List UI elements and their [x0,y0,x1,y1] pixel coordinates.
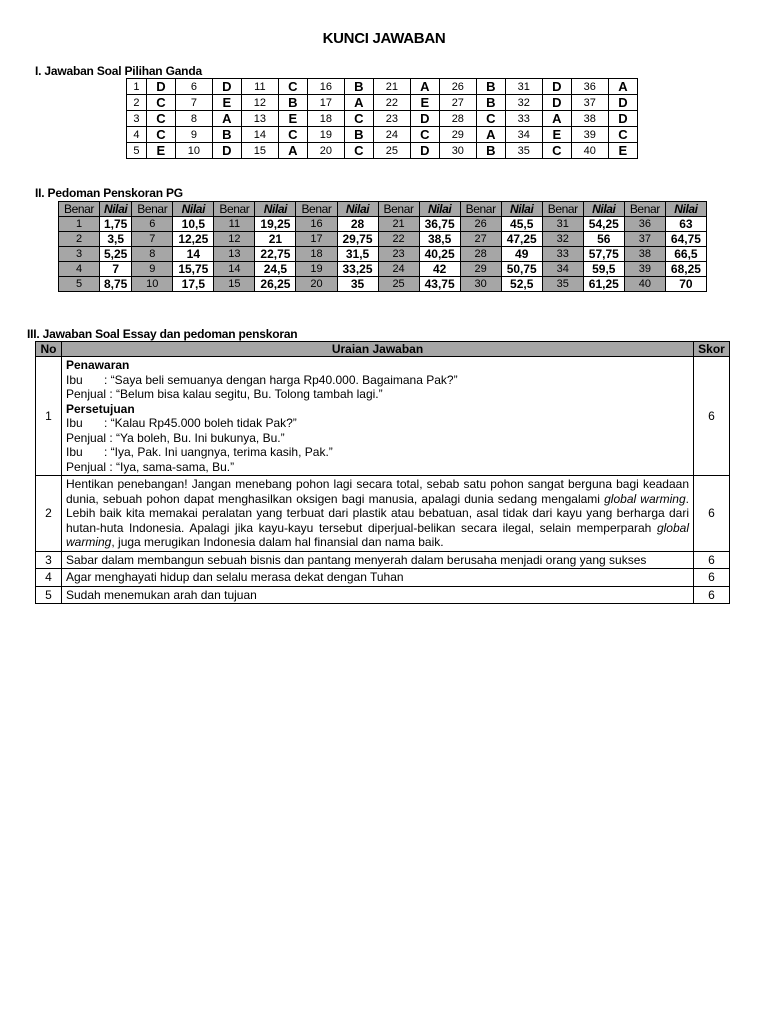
answer-letter: A [542,111,571,127]
score-value: 61,25 [583,277,624,292]
score-value: 21 [255,232,296,247]
correct-count: 27 [460,232,501,247]
answer-letter: C [608,127,637,143]
answer-letter: C [146,127,175,143]
mc-row [127,95,638,111]
question-number: 33 [505,111,542,127]
answer-letter: B [476,143,505,159]
mc-row [127,111,638,127]
answer-letter: E [212,95,241,111]
score-value: 40,25 [419,247,460,262]
score-value: 3,5 [100,232,132,247]
answer-letter: C [278,79,307,95]
question-number: 23 [373,111,410,127]
correct-count: 21 [378,217,419,232]
essay-row-score: 6 [694,586,730,604]
score-value: 12,25 [173,232,214,247]
correct-count: 17 [296,232,337,247]
question-number: 1 [127,79,147,95]
essay-row-1 [36,357,730,476]
score-value: 22,75 [255,247,296,262]
dialogue-line: Ibu : “Iya, Pak. Ini uangnya, terima kasih, Pak.” [66,445,333,459]
score-row [59,232,707,247]
nilai-header: Nilai [583,202,624,217]
nilai-header: Nilai [419,202,460,217]
dialogue-line: Ibu : “Kalau Rp45.000 boleh tidak Pak?” [66,416,297,430]
correct-count: 1 [59,217,100,232]
answer-letter: E [410,95,439,111]
score-value: 66,5 [665,247,706,262]
score-value: 31,5 [337,247,378,262]
question-number: 21 [373,79,410,95]
section-3-heading: III. Jawaban Soal Essay dan pedoman penskoran [27,327,298,341]
dialogue-line: Ibu : “Saya beli semuanya dengan harga Rp40.000. Bagaimana Pak?” [66,372,458,387]
nilai-header: Nilai [665,202,706,217]
correct-count: 16 [296,217,337,232]
question-number: 6 [175,79,212,95]
score-value: 42 [419,262,460,277]
correct-count: 40 [624,277,665,292]
correct-count: 9 [132,262,173,277]
question-number: 20 [307,143,344,159]
correct-count: 31 [542,217,583,232]
nilai-header: Nilai [255,202,296,217]
correct-count: 10 [132,277,173,292]
answer-letter: A [212,111,241,127]
score-value: 64,75 [665,232,706,247]
essay-row-number: 5 [36,586,62,604]
answer-letter: B [344,127,373,143]
correct-count: 13 [214,247,255,262]
question-number: 40 [571,143,608,159]
essay-row-3 [36,551,730,569]
correct-count: 25 [378,277,419,292]
question-number: 28 [439,111,476,127]
essay-row-5 [36,586,730,604]
answer-letter: D [608,111,637,127]
question-number: 15 [241,143,278,159]
answer-letter: C [410,127,439,143]
col-uraian-header: Uraian Jawaban [62,342,694,357]
correct-count: 14 [214,262,255,277]
correct-count: 23 [378,247,419,262]
score-row [59,262,707,277]
benar-header: Benar [542,202,583,217]
essay-row-number: 1 [36,357,62,476]
mc-row [127,127,638,143]
col-skor-header: Skor [694,342,730,357]
essay-row-number: 4 [36,569,62,587]
benar-header: Benar [132,202,173,217]
question-number: 13 [241,111,278,127]
correct-count: 4 [59,262,100,277]
answer-letter: E [146,143,175,159]
question-number: 25 [373,143,410,159]
score-value: 43,75 [419,277,460,292]
score-value: 45,5 [501,217,542,232]
score-value: 15,75 [173,262,214,277]
answer-letter: A [476,127,505,143]
correct-count: 30 [460,277,501,292]
question-number: 5 [127,143,147,159]
question-number: 32 [505,95,542,111]
essay-row-number: 2 [36,476,62,552]
score-row [59,277,707,292]
question-number: 37 [571,95,608,111]
score-value: 47,25 [501,232,542,247]
essay-answer-text: Agar menghayati hidup dan selalu merasa dekat dengan Tuhan [62,569,694,587]
question-number: 38 [571,111,608,127]
correct-count: 36 [624,217,665,232]
essay-answer-table [35,341,730,604]
score-value: 63 [665,217,706,232]
benar-header: Benar [296,202,337,217]
score-value: 70 [665,277,706,292]
answer-letter: D [410,111,439,127]
answer-letter: B [476,79,505,95]
correct-count: 37 [624,232,665,247]
benar-header: Benar [460,202,501,217]
answer-letter: D [212,143,241,159]
answer-letter: D [608,95,637,111]
page-title: KUNCI JAWABAN [322,30,446,47]
correct-count: 5 [59,277,100,292]
question-number: 2 [127,95,147,111]
answer-letter: C [476,111,505,127]
score-row [59,247,707,262]
score-value: 38,5 [419,232,460,247]
correct-count: 33 [542,247,583,262]
question-number: 29 [439,127,476,143]
question-number: 9 [175,127,212,143]
question-number: 3 [127,111,147,127]
score-value: 10,5 [173,217,214,232]
correct-count: 22 [378,232,419,247]
score-value: 17,5 [173,277,214,292]
essay-row-4 [36,569,730,587]
question-number: 31 [505,79,542,95]
question-number: 30 [439,143,476,159]
essay-row-score: 6 [694,476,730,552]
dialogue-line: Penjual : “Belum bisa kalau segitu, Bu. Tolong tambah lagi.” [66,387,383,401]
correct-count: 38 [624,247,665,262]
score-value: 54,25 [583,217,624,232]
col-no-header: No [36,342,62,357]
score-value: 52,5 [501,277,542,292]
nilai-header: Nilai [337,202,378,217]
question-number: 36 [571,79,608,95]
essay-row-score: 6 [694,357,730,476]
correct-count: 7 [132,232,173,247]
question-number: 16 [307,79,344,95]
correct-count: 20 [296,277,337,292]
correct-count: 2 [59,232,100,247]
correct-count: 24 [378,262,419,277]
answer-letter: C [344,143,373,159]
question-number: 17 [307,95,344,111]
answer-letter: B [212,127,241,143]
question-number: 14 [241,127,278,143]
score-value: 49 [501,247,542,262]
essay-answer-paragraph: Hentikan penebangan! Jangan menebang pohon lagi secara total, sebab satu pohon sangat berguna bagi keadaan dunia, sebuah pohon dapat menghasilkan oksigen bagi manusia, apalagi dunia sedang mengalami global warming. Lebih baik kita memakai peralatan yang terbuat dari plastik atau bebatuan, asal tidak dari kayu yang berharga dari hutan-huta Indonesia. Apalagi jika kayu-kayu tersebut diperjual-belikan secara ilegal, selain memperparah global warming, juga merugikan Indonesia dalam hal finansial dan nama baik. [62,476,694,552]
correct-count: 15 [214,277,255,292]
score-value: 50,75 [501,262,542,277]
essay-row-2 [36,476,730,552]
question-number: 39 [571,127,608,143]
correct-count: 11 [214,217,255,232]
answer-letter: B [278,95,307,111]
correct-count: 6 [132,217,173,232]
score-value: 19,25 [255,217,296,232]
mc-row [127,143,638,159]
section-2-heading: II. Pedoman Penskoran PG [35,186,183,200]
correct-count: 18 [296,247,337,262]
benar-header: Benar [378,202,419,217]
question-number: 18 [307,111,344,127]
question-number: 34 [505,127,542,143]
score-row [59,217,707,232]
nilai-header: Nilai [100,202,132,217]
correct-count: 35 [542,277,583,292]
scoring-guide-table [58,201,707,292]
score-value: 57,75 [583,247,624,262]
score-value: 14 [173,247,214,262]
correct-count: 12 [214,232,255,247]
score-value: 24,5 [255,262,296,277]
answer-letter: E [278,111,307,127]
essay-answer-text: Sudah menemukan arah dan tujuan [62,586,694,604]
score-value: 8,75 [100,277,132,292]
question-number: 24 [373,127,410,143]
correct-count: 8 [132,247,173,262]
question-number: 4 [127,127,147,143]
score-value: 7 [100,262,132,277]
essay-row-score: 6 [694,569,730,587]
essay-answer-text: Sabar dalam membangun sebuah bisnis dan pantang menyerah dalam berusaha menjadi orang yang sukses [62,551,694,569]
answer-letter: C [344,111,373,127]
dialogue-line: Penjual : “Iya, sama-sama, Bu.” [66,459,235,474]
score-value: 35 [337,277,378,292]
answer-letter: D [542,95,571,111]
score-value: 5,25 [100,247,132,262]
question-number: 19 [307,127,344,143]
score-value: 33,25 [337,262,378,277]
essay-row-number: 3 [36,551,62,569]
answer-letter: B [476,95,505,111]
question-number: 8 [175,111,212,127]
question-number: 10 [175,143,212,159]
correct-count: 29 [460,262,501,277]
mc-row [127,79,638,95]
question-number: 35 [505,143,542,159]
question-number: 26 [439,79,476,95]
benar-header: Benar [624,202,665,217]
question-number: 27 [439,95,476,111]
answer-letter: C [146,95,175,111]
answer-letter: D [212,79,241,95]
correct-count: 32 [542,232,583,247]
nilai-header: Nilai [173,202,214,217]
answer-letter: C [542,143,571,159]
answer-letter: A [278,143,307,159]
question-number: 12 [241,95,278,111]
correct-count: 3 [59,247,100,262]
dialogue-line: Penjual : “Ya boleh, Bu. Ini bukunya, Bu.” [66,430,285,445]
score-value: 36,75 [419,217,460,232]
answer-letter: D [410,143,439,159]
score-value: 56 [583,232,624,247]
nilai-header: Nilai [501,202,542,217]
score-value: 26,25 [255,277,296,292]
answer-letter: C [146,111,175,127]
benar-header: Benar [214,202,255,217]
section-1-heading: I. Jawaban Soal Pilihan Ganda [35,64,202,78]
answer-letter: E [542,127,571,143]
score-value: 1,75 [100,217,132,232]
score-value: 28 [337,217,378,232]
agreement-heading: Persetujuan [66,401,135,416]
answer-letter: A [410,79,439,95]
score-value: 68,25 [665,262,706,277]
question-number: 11 [241,79,278,95]
answer-letter: B [344,79,373,95]
correct-count: 28 [460,247,501,262]
essay-row-score: 6 [694,551,730,569]
answer-letter: A [344,95,373,111]
question-number: 7 [175,95,212,111]
answer-letter: C [278,127,307,143]
answer-letter: D [542,79,571,95]
answer-letter: E [608,143,637,159]
score-value: 59,5 [583,262,624,277]
correct-count: 39 [624,262,665,277]
essay-answer-dialogue [62,357,694,476]
offer-heading: Penawaran [66,358,130,372]
multiple-choice-answer-table [126,78,638,159]
question-number: 22 [373,95,410,111]
correct-count: 26 [460,217,501,232]
benar-header: Benar [59,202,100,217]
score-value: 29,75 [337,232,378,247]
answer-letter: A [608,79,637,95]
answer-letter: D [146,79,175,95]
correct-count: 19 [296,262,337,277]
correct-count: 34 [542,262,583,277]
